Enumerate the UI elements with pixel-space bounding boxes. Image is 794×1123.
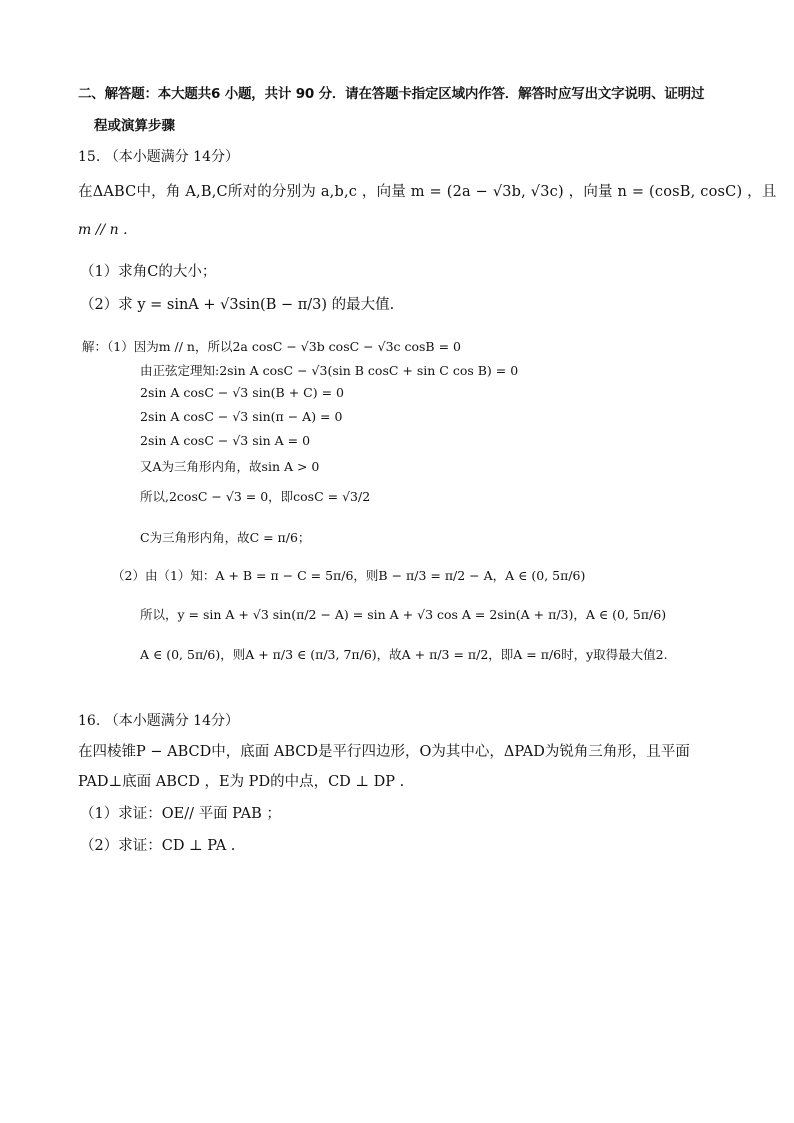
solution-line-6: 又A为三角形内角，故sin A > 0: [140, 459, 320, 474]
q15-part1: （1）求角C的大小；: [80, 264, 217, 280]
q16-stem-continued: PAD⊥底面 ABCD ，E为 PD的中点，CD ⊥ DP .: [78, 774, 405, 790]
solution-line-4: 2sin A cosC − √3 sin(π − A) = 0: [140, 409, 343, 424]
solution-line-8: C为三角形内角，故C = π/6；: [140, 530, 311, 545]
q16-part1: （1）求证：OE// 平面 PAB ；: [80, 806, 281, 822]
q16-stem: 在四棱锥P − ABCD中，底面 ABCD是平行四边形，O为其中心，ΔPAD为锐角三角形，且平面: [78, 744, 690, 760]
solution-line-10: 所以，y = sin A + √3 sin(π/2 − A) = sin A + √3 cos A = 2sin(A + π/3)，A ∈ (0, 5π/6): [140, 607, 667, 622]
solution-line-9: （2）由（1）知：A + B = π − C = 5π/6，则B − π/3 = π/2 − A，A ∈ (0, 5π/6): [112, 568, 586, 583]
solution-line-5: 2sin A cosC − √3 sin A = 0: [140, 433, 311, 448]
q15-stem: 在ΔABC中，角 A,B,C所对的分别为 a,b,c ，向量 m = (2a − √3b, √3c) ，向量 n = (cosB, cosC) ，且: [78, 184, 777, 200]
q15-part2: （2）求 y = sinA + √3sin(B − π/3) 的最大值.: [80, 297, 395, 313]
q16-header: 16. （本小题满分 14分）: [78, 713, 239, 729]
solution-line-3: 2sin A cosC − √3 sin(B + C) = 0: [140, 385, 344, 400]
q15-header: 15. （本小题满分 14分）: [78, 149, 239, 165]
q15-stem-continued: m // n .: [78, 222, 128, 238]
solution-line-1: 解：（1）因为m // n，所以2a cosC − √3b cosC − √3c cosB = 0: [82, 339, 461, 354]
q16-part2: （2）求证：CD ⊥ PA .: [80, 838, 236, 854]
solution-line-2: 由正弦定理知:2sin A cosC − √3(sin B cosC + sin C cos B) = 0: [140, 363, 519, 378]
solution-line-11: A ∈ (0, 5π/6)，则A + π/3 ∈ (π/3, 7π/6)，故A + π/3 = π/2，即A = π/6时，y取得最大值2.: [140, 647, 668, 662]
solution-line-7: 所以,2cosC − √3 = 0，即cosC = √3/2: [140, 489, 371, 504]
section-heading-continued: 程或演算步骤: [94, 118, 175, 134]
section-heading: 二、解答题：本大题共6 小题，共计 90 分．请在答题卡指定区域内作答．解答时应写出文字说明、证明过: [78, 86, 705, 102]
